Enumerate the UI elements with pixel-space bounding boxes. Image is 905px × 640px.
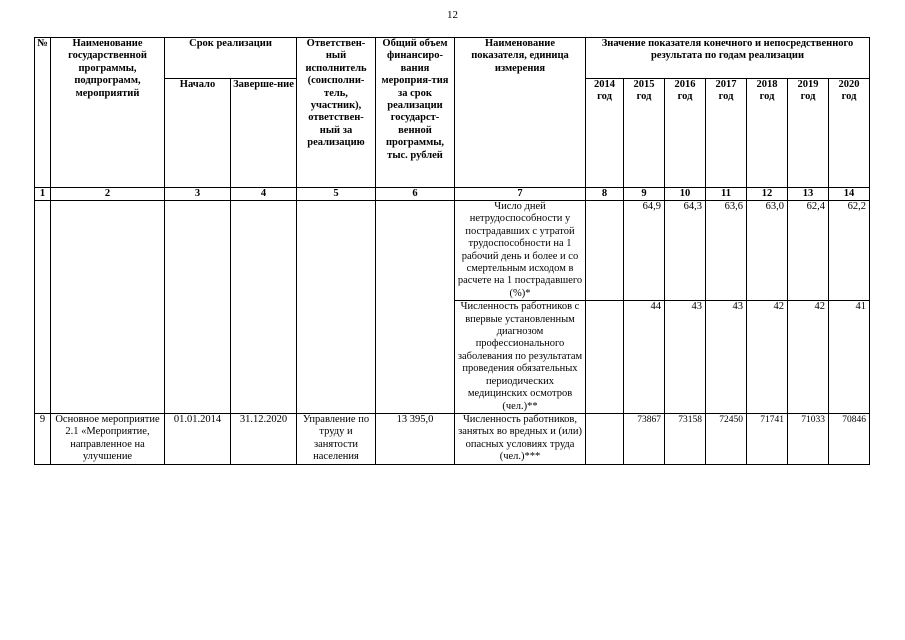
header-funding: Общий объем финансиро-вания мероприя-тия за срок реализации государст-венной программы, тыс. рублей xyxy=(376,38,455,188)
column-number: 8 xyxy=(586,188,624,201)
column-number: 14 xyxy=(829,188,870,201)
cell-value-2017: 43 xyxy=(706,301,747,414)
column-number: 10 xyxy=(665,188,706,201)
cell-value-2015: 64,9 xyxy=(624,201,665,301)
column-numbers-row xyxy=(35,188,870,201)
cell-value-2019: 62,4 xyxy=(788,201,829,301)
cell-value-2015: 73867 xyxy=(624,413,665,464)
cell-value-2018: 42 xyxy=(747,301,788,414)
header-period: Срок реализации xyxy=(165,38,297,79)
cell-funding: 13 395,0 xyxy=(376,413,455,464)
page-number: 12 xyxy=(447,9,458,21)
header-indicator: Наименование показателя, единица измерения xyxy=(455,38,586,188)
header-year-2017: 2017 год xyxy=(706,79,747,188)
cell-value-2014 xyxy=(586,413,624,464)
cell-value-2016: 73158 xyxy=(665,413,706,464)
header-year-2018: 2018 год xyxy=(747,79,788,188)
cell-n: 9 xyxy=(35,413,51,464)
header-values: Значение показателя конечного и непосредственного результата по годам реализации xyxy=(586,38,870,79)
header-year-2015: 2015 год xyxy=(624,79,665,188)
cell-end xyxy=(231,201,297,414)
cell-value-2020: 41 xyxy=(829,301,870,414)
cell-executor: Управление по труду и занятости населения xyxy=(297,413,376,464)
header-year-2016: 2016 год xyxy=(665,79,706,188)
cell-end: 31.12.2020 xyxy=(231,413,297,464)
cell-value-2014 xyxy=(586,201,624,301)
cell-value-2017: 63,6 xyxy=(706,201,747,301)
cell-value-2018: 63,0 xyxy=(747,201,788,301)
column-number: 2 xyxy=(51,188,165,201)
cell-value-2020: 70846 xyxy=(829,413,870,464)
header-executor: Ответствен-ный исполнитель (соисполни-тель, участник), ответствен-ный за реализацию xyxy=(297,38,376,188)
cell-value-2016: 64,3 xyxy=(665,201,706,301)
cell-program: Основное мероприятие 2.1 «Мероприятие, направленное на улучшение xyxy=(51,413,165,464)
header-end: Заверше-ние xyxy=(231,79,297,188)
column-number: 4 xyxy=(231,188,297,201)
column-number: 7 xyxy=(455,188,586,201)
header-n: № xyxy=(35,38,51,188)
column-number: 1 xyxy=(35,188,51,201)
header-year-2014: 2014 год xyxy=(586,79,624,188)
column-number: 11 xyxy=(706,188,747,201)
column-number: 3 xyxy=(165,188,231,201)
column-number: 6 xyxy=(376,188,455,201)
cell-start: 01.01.2014 xyxy=(165,413,231,464)
column-number: 12 xyxy=(747,188,788,201)
header-year-2019: 2019 год xyxy=(788,79,829,188)
cell-value-2015: 44 xyxy=(624,301,665,414)
cell-funding xyxy=(376,201,455,414)
header-program: Наименование государственной программы, подпрограмм, мероприятий xyxy=(51,38,165,188)
column-number: 5 xyxy=(297,188,376,201)
table-row xyxy=(35,201,870,301)
cell-start xyxy=(165,201,231,414)
cell-value-2018: 71741 xyxy=(747,413,788,464)
cell-indicator: Численность работников, занятых во вредных и (или) опасных условиях труда (чел.)*** xyxy=(455,413,586,464)
cell-executor xyxy=(297,201,376,414)
cell-program xyxy=(51,201,165,414)
header-start: Начало xyxy=(165,79,231,188)
cell-value-2017: 72450 xyxy=(706,413,747,464)
cell-value-2014 xyxy=(586,301,624,414)
column-number: 9 xyxy=(624,188,665,201)
cell-value-2019: 71033 xyxy=(788,413,829,464)
cell-indicator: Численность работников с впервые установленным диагнозом профессионального заболевания по результатам проведения обязательных периодических медицинских осмотров (чел.)** xyxy=(455,301,586,414)
table-row xyxy=(35,413,870,464)
header-year-2020: 2020 год xyxy=(829,79,870,188)
indicators-table xyxy=(34,37,870,465)
cell-indicator: Число дней нетрудоспособности у пострадавших с утратой трудоспособности на 1 рабочий день и более и со смертельным исходом в расчете на 1 пострадавшего (%)* xyxy=(455,201,586,301)
cell-value-2020: 62,2 xyxy=(829,201,870,301)
column-number: 13 xyxy=(788,188,829,201)
cell-value-2016: 43 xyxy=(665,301,706,414)
cell-n xyxy=(35,201,51,414)
cell-value-2019: 42 xyxy=(788,301,829,414)
